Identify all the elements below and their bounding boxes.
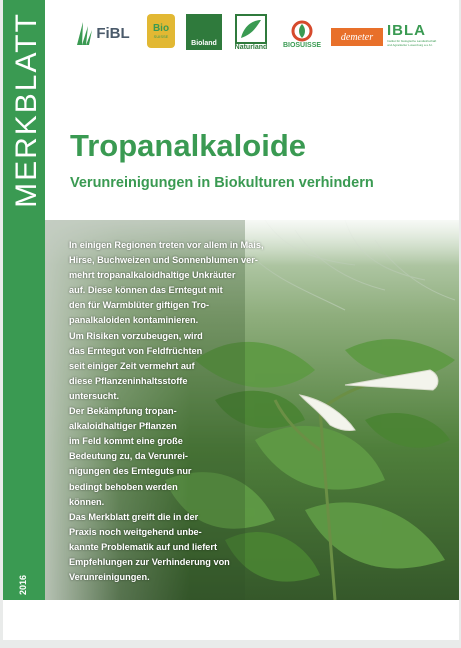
biosuisse-logo: BIOSUISSE <box>279 16 325 52</box>
ibla-logo: IBLA Institut für biologische Landwirtschaft und Agrarkultur Luxemburg a.s.b.l. <box>387 21 437 47</box>
intro-line: diese Pflanzeninhaltsstoffe <box>69 375 188 386</box>
publication-year: 2016 <box>18 574 28 596</box>
intro-line: das Erntegut von Feldfrüchten <box>69 345 203 356</box>
intro-line: Der Bekämpfung tropan- <box>69 406 177 417</box>
intro-line: seit einiger Zeit vermehrt auf <box>69 360 195 371</box>
intro-line: kannte Problematik auf und liefert <box>69 541 218 552</box>
demeter-logo: demeter <box>331 28 383 46</box>
fibl-logo: FiBL <box>69 18 135 48</box>
intro-line: nigungen des Ernteguts nur <box>69 466 192 477</box>
intro-line: alkaloidhaltiger Pflanzen <box>69 421 177 432</box>
page-title: Tropanalkaloide <box>70 128 307 163</box>
intro-line: mehrt tropanalkaloidhaltige Unkräuter <box>69 270 236 281</box>
page-subtitle: Verunreinigungen in Biokulturen verhindern <box>70 175 374 191</box>
intro-line: Um Risiken vorzubeugen, wird <box>69 330 203 341</box>
naturland-leaf-icon <box>235 14 267 44</box>
intro-line: den für Warmblüter giftigen Tro- <box>69 300 210 311</box>
intro-text <box>69 238 269 585</box>
intro-line: Empfehlungen zur Verhinderung von <box>69 556 230 567</box>
series-label: MERKBLATT <box>10 12 43 208</box>
partner-logos <box>69 8 454 58</box>
intro-line: In einigen Regionen treten vor allem in Mais, <box>69 240 264 250</box>
fibl-leaf-icon <box>74 20 94 46</box>
bioland-logo: Bioland <box>186 14 222 50</box>
intro-line: Praxis noch weitgehend unbe- <box>69 526 202 537</box>
intro-line: Das Merkblatt greift die in der <box>69 511 199 522</box>
bio-suisse-badge: Bio SUISSE <box>147 14 175 48</box>
intro-line: panalkaloiden kontaminieren. <box>69 315 199 326</box>
intro-line: bedingt behoben werden <box>69 481 178 492</box>
naturland-logo: Naturland <box>231 10 271 54</box>
intro-line: können. <box>69 496 105 507</box>
intro-line: untersucht. <box>69 390 120 401</box>
intro-line: auf. Diese können das Erntegut mit <box>69 285 223 296</box>
cover-page <box>3 0 459 640</box>
intro-line: Verunreinigungen. <box>69 572 150 583</box>
biosuisse-bud-icon <box>289 20 315 42</box>
intro-line: im Feld kommt eine große <box>69 436 183 447</box>
intro-line: Hirse, Buchweizen und Sonnenblumen ver- <box>69 255 258 266</box>
intro-line: Bedeutung zu, da Verunrei- <box>69 451 188 462</box>
